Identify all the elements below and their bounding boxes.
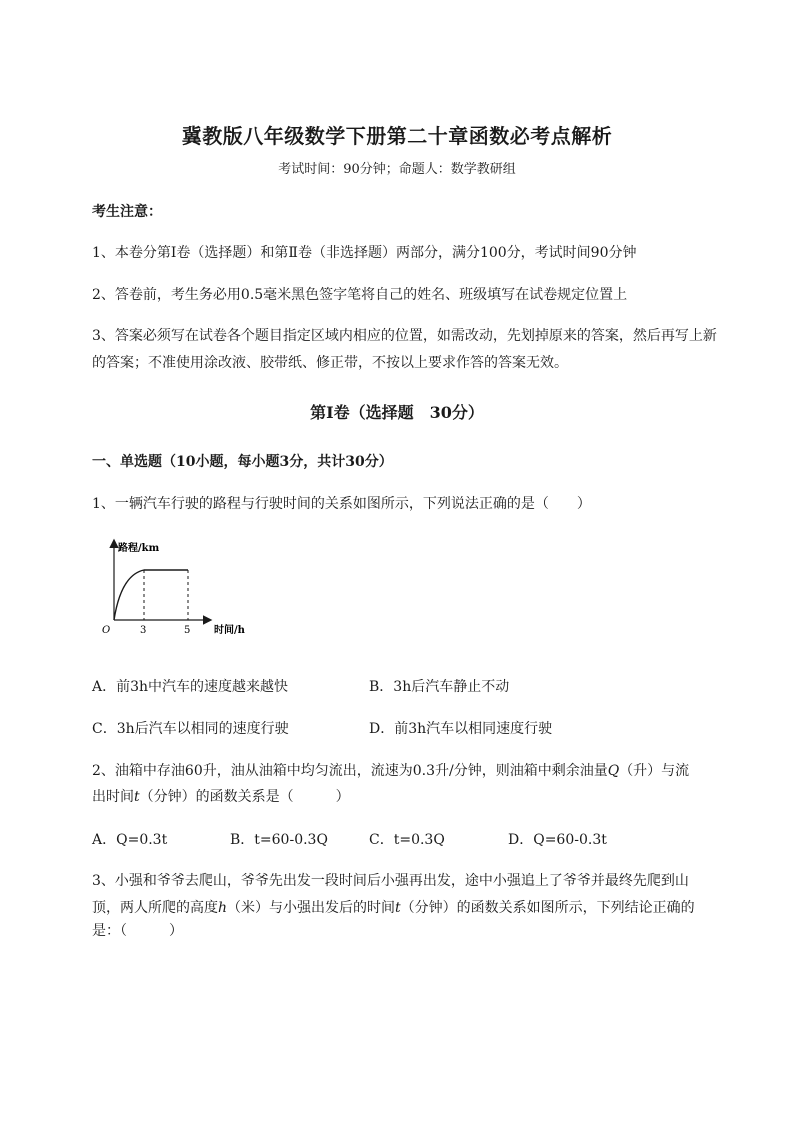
notice-item-2: 2、答卷前，考生务必用0.5毫米黑色签字笔将自己的姓名、班级填写在试卷规定位置上 <box>92 287 628 303</box>
q3-stem-line2: 顶，两人所爬的高度h（米）与小强出发后的时间t（分钟）的函数关系如图所示，下列结论正确的 <box>92 900 695 916</box>
q1-option-d: D．前3h汽车以相同速度行驶 <box>369 721 553 737</box>
q2-option-a: A．Q=0.3t <box>92 832 168 848</box>
section-title: 第I卷（选择题 30分） <box>310 403 484 422</box>
q2-stem-line1: 2、油箱中存油60升，油从油箱中均匀流出，流速为0.3升/分钟，则油箱中剩余油量Q（升）与流 <box>92 763 690 779</box>
q2-stem-line2: 出时间t（分钟）的函数关系是（ ） <box>92 789 350 805</box>
q1-stem: 1、一辆汽车行驶的路程与行驶时间的关系如图所示，下列说法正确的是（ ） <box>92 496 591 512</box>
origin-label: O <box>102 625 111 636</box>
q2-option-c: C．t=0.3Q <box>369 832 445 848</box>
page-title: 冀教版八年级数学下册第二十章函数必考点解析 <box>181 124 613 148</box>
q3-stem-line1: 3、小强和爷爷去爬山，爷爷先出发一段时间后小强再出发，途中小强追上了爷爷并最终先爬到山 <box>92 873 689 889</box>
part-heading: 一、单选题（10小题，每小题3分，共计30分） <box>92 454 393 470</box>
q1-option-c: C．3h后汽车以相同的速度行驶 <box>92 721 289 737</box>
distance-curve <box>114 570 188 620</box>
q1-graph <box>96 535 266 645</box>
q1-option-b: B．3h后汽车静止不动 <box>369 679 510 695</box>
q2-option-d: D．Q=60-0.3t <box>508 832 607 848</box>
q2-option-b: B．t=60-0.3Q <box>230 832 328 848</box>
q1-option-a: A．前3h中汽车的速度越来越快 <box>92 679 289 695</box>
q3-stem-line3: 是：（ ） <box>92 923 183 939</box>
notice-heading: 考生注意： <box>92 204 162 220</box>
tick-3-label: 3 <box>140 625 147 636</box>
exam-info: 考试时间：90分钟；命题人：数学教研组 <box>278 162 516 177</box>
y-axis-label: 路程/km <box>118 543 160 554</box>
tick-5-label: 5 <box>184 625 191 636</box>
notice-item-3-cont: 的答案；不准使用涂改液、胶带纸、修正带，不按以上要求作答的答案无效。 <box>92 355 568 371</box>
x-axis-label: 时间/h <box>214 625 245 636</box>
notice-item-3: 3、答案必须写在试卷各个题目指定区域内相应的位置，如需改动，先划掉原来的答案，然后再写上新 <box>92 328 717 344</box>
notice-item-1: 1、本卷分第I卷（选择题）和第Ⅱ卷（非选择题）两部分，满分100分，考试时间90分钟 <box>92 245 637 261</box>
